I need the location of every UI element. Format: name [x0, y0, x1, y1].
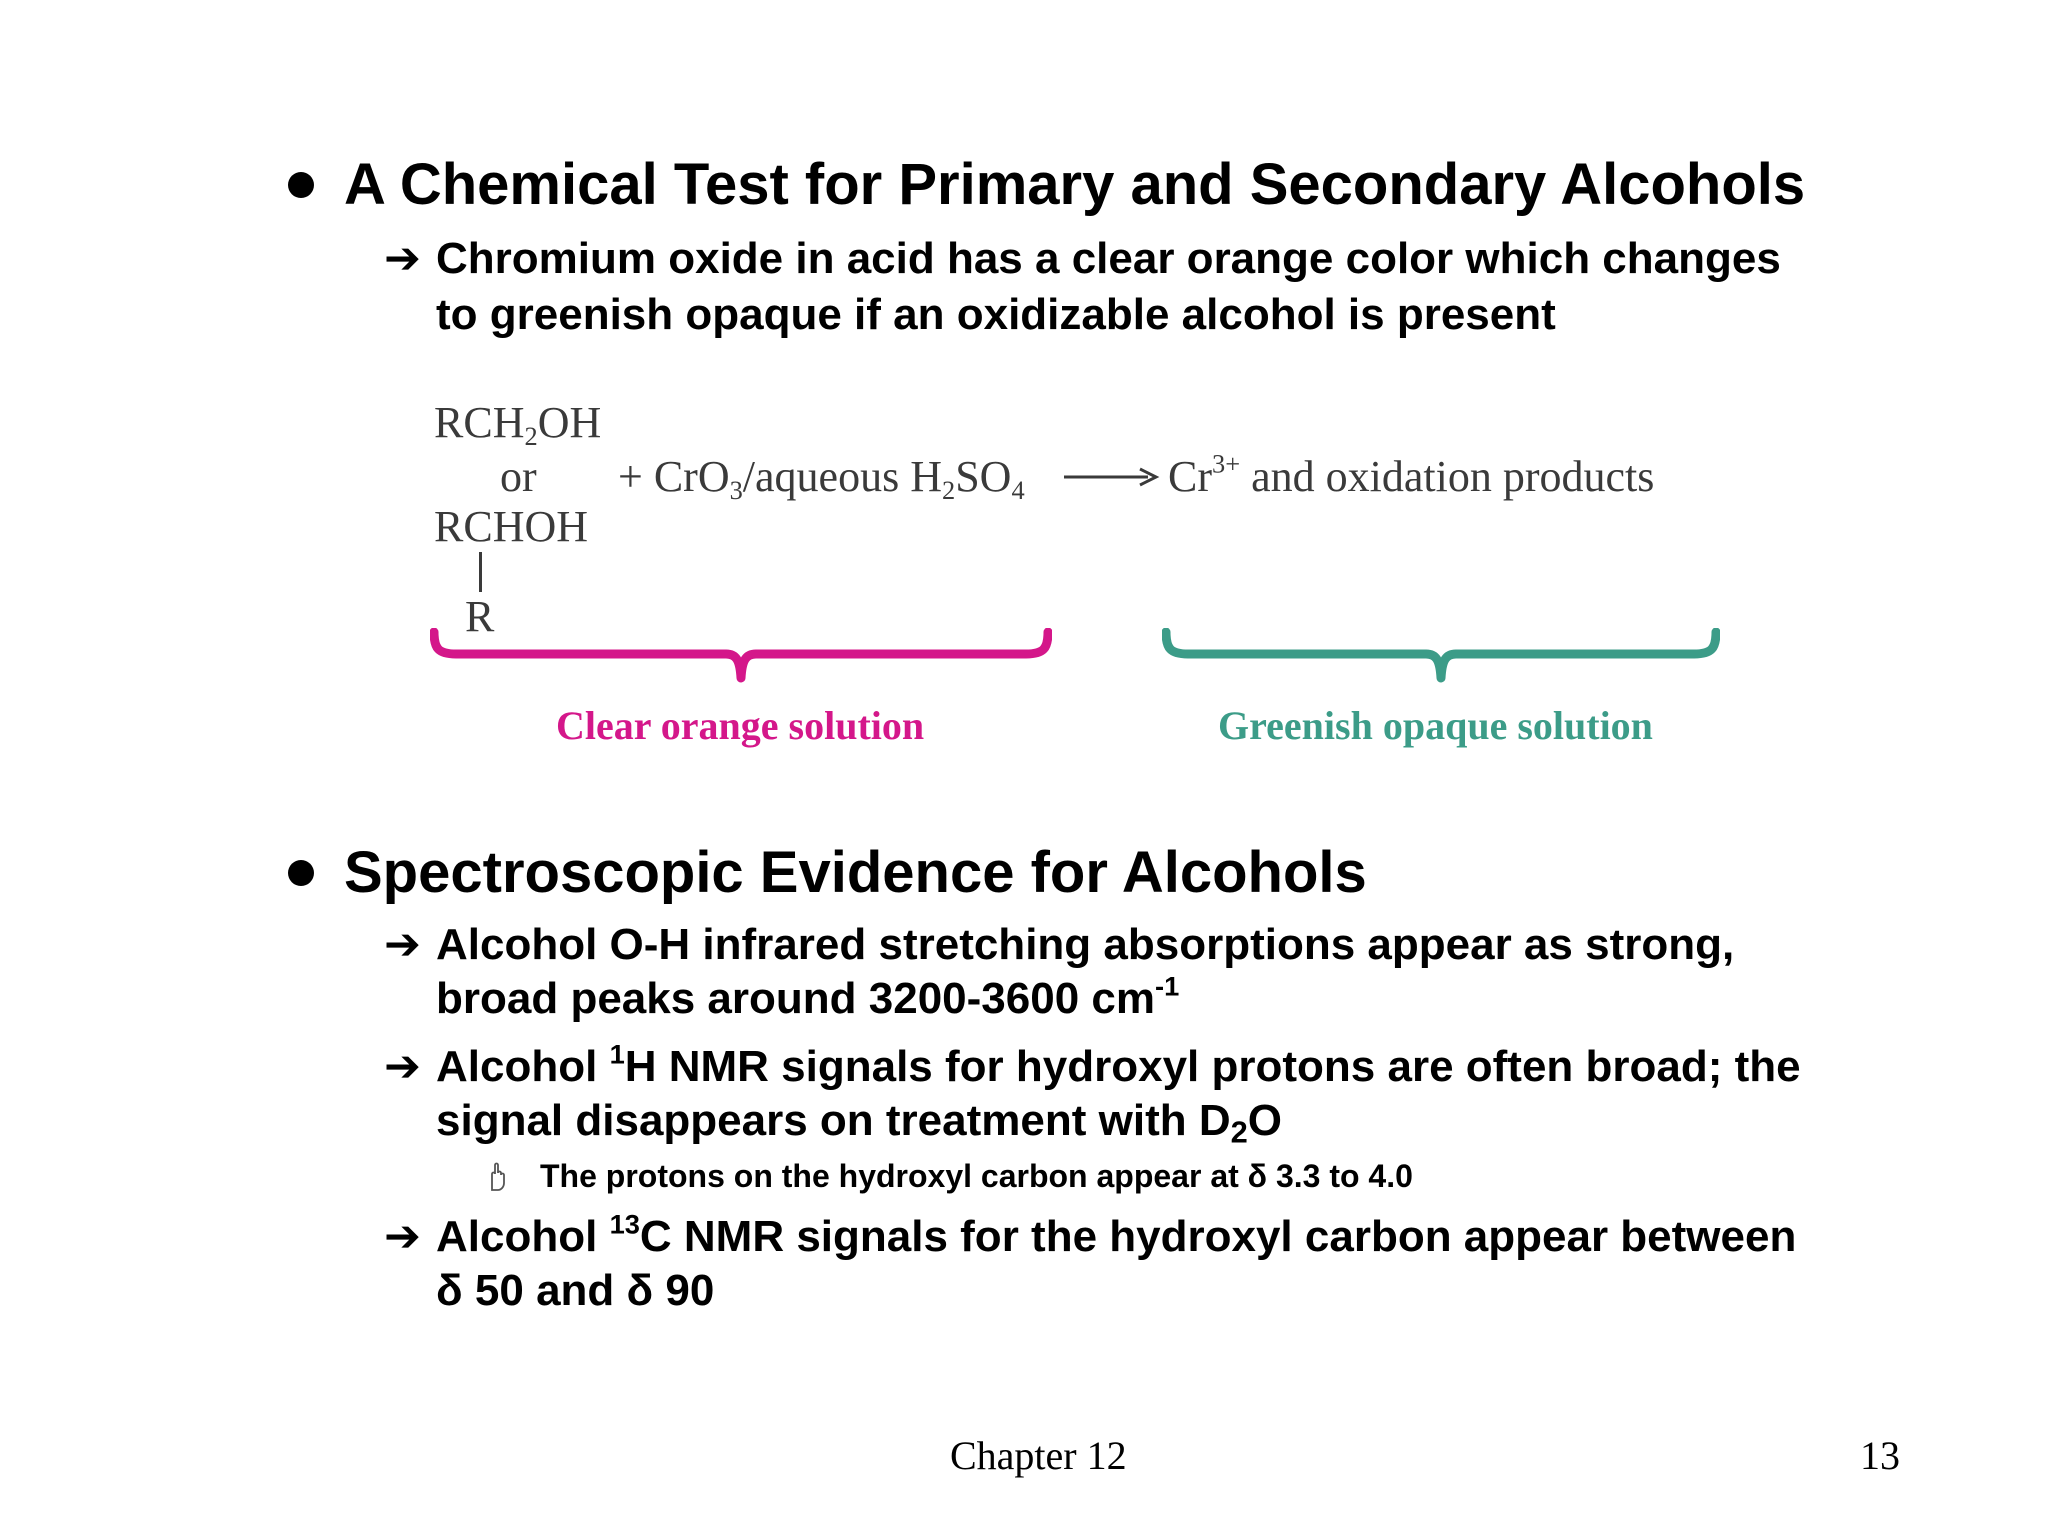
section2-point2-line1: Alcohol $^1$H NMR signals for hydroxyl protons are often broad; the: [436, 1038, 1801, 1091]
footer-chapter: Chapter 12: [950, 1433, 1127, 1478]
arrow-bullet-icon: ➔: [384, 1212, 421, 1261]
product-formula: $Cr^{3+}$ and oxidation products: [1168, 448, 1655, 501]
secondary-alcohol-formula: RCHOH: [434, 502, 589, 551]
bullet-icon: [288, 860, 314, 886]
right-brace-icon: [1162, 628, 1720, 684]
arrow-bullet-icon: ➔: [384, 1042, 421, 1091]
greenish-opaque-label: Greenish opaque solution: [1218, 703, 1653, 748]
section2-point1-line1: Alcohol O-H infrared stretching absorptions appear as strong,: [436, 920, 1735, 969]
bullet-icon: [288, 172, 314, 198]
arrow-bullet-icon: ➔: [384, 920, 421, 969]
section2-point2-line2: signal disappears on treatment with $D_2O$: [436, 1096, 1282, 1150]
reagent-formula: + CrO$_3$/aqueous $H_2SO_4$: [618, 452, 1025, 505]
bond-line: [479, 552, 482, 592]
arrow-bullet-icon: ➔: [384, 234, 421, 283]
section1-heading: A Chemical Test for Primary and Secondary Alcohols: [344, 152, 1806, 217]
section2-heading: Spectroscopic Evidence for Alcohols: [344, 840, 1367, 905]
secondary-r-group: R: [465, 592, 495, 641]
clear-orange-label: Clear orange solution: [556, 703, 925, 748]
section2-point2-subpoint: The protons on the hydroxyl carbon appear at δ 3.3 to 4.0: [540, 1158, 1413, 1194]
section2-point1-line2: broad peaks around 3200-3600 $cm^{-1}$: [436, 970, 1180, 1023]
left-brace-icon: [430, 628, 1052, 684]
footer-page-number: 13: [1860, 1433, 1900, 1478]
or-label: or: [500, 452, 537, 501]
hand-pointer-icon: [486, 1162, 508, 1192]
section2-point3-line1: Alcohol $^{13}$C NMR signals for the hydroxyl carbon appear between: [436, 1208, 1797, 1261]
section1-point1-line2: to greenish opaque if an oxidizable alcohol is present: [436, 290, 1556, 339]
section2-point3-line2: δ 50 and δ 90: [436, 1266, 715, 1315]
section1-point1-line1: Chromium oxide in acid has a clear orange color which changes: [436, 234, 1781, 283]
reaction-arrow-icon: [1062, 462, 1160, 492]
primary-alcohol-formula: $RCH_2OH$: [434, 398, 602, 451]
